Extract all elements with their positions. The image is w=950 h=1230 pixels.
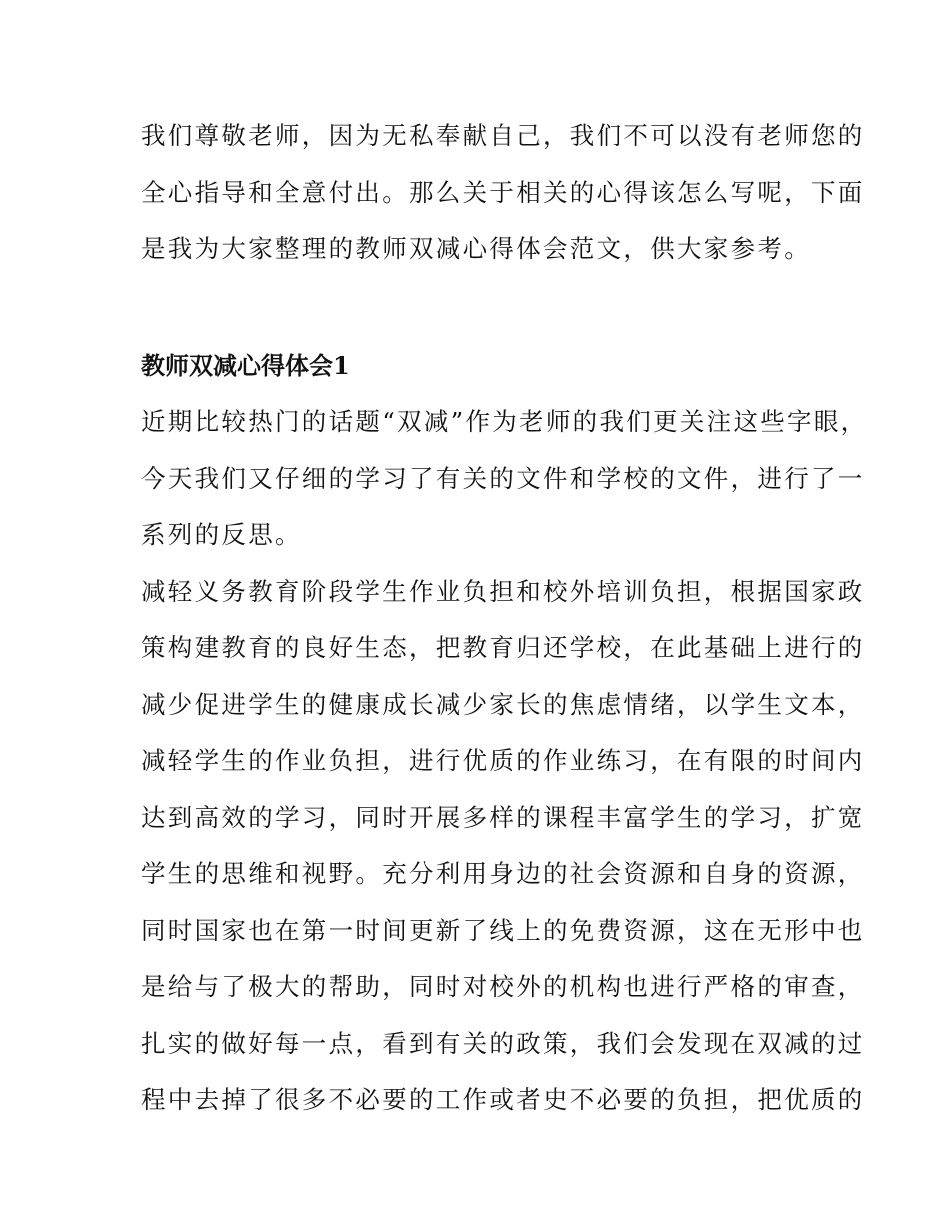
text-line: 达到高效的学习，同时开展多样的课程丰富学生的学习，扩宽 xyxy=(141,802,865,832)
text-line: 今天我们又仔细的学习了有关的文件和学校的文件，进行了一 xyxy=(141,463,865,493)
text-line: 扎实的做好每一点，看到有关的政策，我们会发现在双减的过 xyxy=(141,1028,865,1058)
text-line: 减轻学生的作业负担，进行优质的作业练习，在有限的时间内 xyxy=(141,746,865,775)
document-body xyxy=(141,108,868,1129)
text-line: 策构建教育的良好生态，把教育归还学校，在此基础上进行的 xyxy=(141,633,865,662)
section-paragraph-2 xyxy=(141,564,865,1129)
text-line: 是给与了极大的帮助，同时对校外的机构也进行严格的审查， xyxy=(141,972,865,1001)
section-paragraph-1 xyxy=(141,394,868,564)
intro-paragraph xyxy=(141,108,865,278)
text-line: 全心指导和全意付出。那么关于相关的心得该怎么写呢，下面 xyxy=(141,177,865,207)
paragraph-spacer xyxy=(141,278,841,338)
text-line: 程中去掉了很多不必要的工作或者史不必要的负担，把优质的 xyxy=(141,1085,865,1114)
text-line: 我们尊敬老师，因为无私奉献自己，我们不可以没有老师您的 xyxy=(141,121,865,150)
text-line: 同时国家也在第一时间更新了线上的免费资源，这在无形中也 xyxy=(141,915,865,945)
section-heading: 教师双减心得体会1 xyxy=(141,350,350,380)
text-line: 是我为大家整理的教师双减心得体会范文，供大家参考。 xyxy=(141,234,811,263)
text-line: 减轻义务教育阶段学生作业负担和校外培训负担，根据国家政 xyxy=(141,576,865,606)
text-line: 减少促进学生的健康成长减少家长的焦虑情绪，以学生文本， xyxy=(141,689,865,719)
text-line: 学生的思维和视野。充分利用身边的社会资源和自身的资源， xyxy=(141,859,865,888)
text-line: 系列的反思。 xyxy=(141,520,302,549)
text-line: 近期比较热门的话题“双减”作为老师的我们更关注这些字眼， xyxy=(141,407,868,436)
